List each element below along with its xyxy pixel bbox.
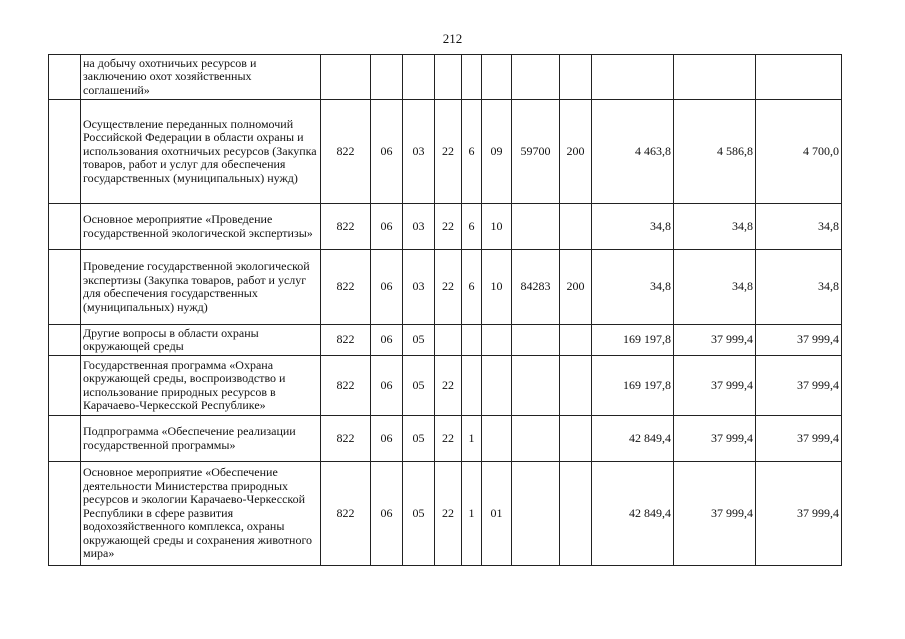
- subsection-code: 03: [403, 100, 435, 204]
- amount-2: 37 999,4: [674, 325, 756, 356]
- expense-type-code: [560, 204, 592, 250]
- amount-2: 4 586,8: [674, 100, 756, 204]
- amount-3: 37 999,4: [756, 356, 842, 416]
- expense-type-code: 200: [560, 100, 592, 204]
- row-name: Основное мероприятие «Обеспечение деятельности Министерства природных ресурсов и экологии Карачаево-Черкесской Республики в сфере развития водохозяйственного комплекса, охраны окружающей среды и сохранения животного мира»: [81, 462, 321, 566]
- amount-1: 34,8: [592, 250, 674, 325]
- ministry-code: 822: [321, 416, 371, 462]
- amount-2: 34,8: [674, 204, 756, 250]
- subprogram-code: 6: [462, 100, 482, 204]
- subsection-code: 03: [403, 204, 435, 250]
- amount-1: 42 849,4: [592, 462, 674, 566]
- subsection-code: 05: [403, 416, 435, 462]
- measure-code: [482, 416, 512, 462]
- direction-code: [512, 356, 560, 416]
- subprogram-code: [462, 55, 482, 100]
- table-row: [49, 204, 842, 250]
- amount-1: 34,8: [592, 204, 674, 250]
- ministry-code: 822: [321, 356, 371, 416]
- blank-cell: [49, 100, 81, 204]
- ministry-code: [321, 55, 371, 100]
- amount-3: 37 999,4: [756, 416, 842, 462]
- table-row: [49, 462, 842, 566]
- row-name: Другие вопросы в области охраны окружающей среды: [81, 325, 321, 356]
- amount-3: 37 999,4: [756, 325, 842, 356]
- measure-code: [482, 55, 512, 100]
- program-code: 22: [435, 250, 462, 325]
- section-code: 06: [371, 250, 403, 325]
- subsection-code: 05: [403, 462, 435, 566]
- direction-code: 59700: [512, 100, 560, 204]
- amount-2: 37 999,4: [674, 462, 756, 566]
- ministry-code: 822: [321, 204, 371, 250]
- amount-3: 37 999,4: [756, 462, 842, 566]
- page-number: 212: [442, 31, 463, 46]
- expense-type-code: [560, 55, 592, 100]
- expense-type-code: 200: [560, 250, 592, 325]
- expense-type-code: [560, 462, 592, 566]
- program-code: [435, 55, 462, 100]
- subsection-code: 03: [403, 250, 435, 325]
- row-name: Государственная программа «Охрана окружающей среды, воспроизводство и использование природных ресурсов в Карачаево-Черкесской Республике»: [81, 356, 321, 416]
- direction-code: [512, 55, 560, 100]
- measure-code: 10: [482, 204, 512, 250]
- row-name: на добычу охотничьих ресурсов и заключению охот хозяйственных соглашений»: [81, 55, 321, 100]
- direction-code: [512, 325, 560, 356]
- section-code: 06: [371, 462, 403, 566]
- amount-2: 37 999,4: [674, 416, 756, 462]
- amount-1: 169 197,8: [592, 325, 674, 356]
- section-code: 06: [371, 416, 403, 462]
- program-code: 22: [435, 356, 462, 416]
- table-row: [49, 250, 842, 325]
- table-row: [49, 55, 842, 100]
- direction-code: 84283: [512, 250, 560, 325]
- ministry-code: 822: [321, 250, 371, 325]
- expense-type-code: [560, 416, 592, 462]
- blank-cell: [49, 250, 81, 325]
- table-row: [49, 325, 842, 356]
- amount-1: 4 463,8: [592, 100, 674, 204]
- section-code: [371, 55, 403, 100]
- ministry-code: 822: [321, 100, 371, 204]
- program-code: [435, 325, 462, 356]
- table-row: [49, 356, 842, 416]
- blank-cell: [49, 462, 81, 566]
- section-code: 06: [371, 325, 403, 356]
- ministry-code: 822: [321, 325, 371, 356]
- section-code: 06: [371, 356, 403, 416]
- subsection-code: 05: [403, 356, 435, 416]
- blank-cell: [49, 204, 81, 250]
- row-name: Осуществление переданных полномочий Российской Федерации в области охраны и использования охотничьих ресурсов (Закупка товаров, работ и услуг для обеспечения государственных (муниципальных) нужд): [81, 100, 321, 204]
- blank-cell: [49, 55, 81, 100]
- expense-type-code: [560, 356, 592, 416]
- program-code: 22: [435, 100, 462, 204]
- row-name: Подпрограмма «Обеспечение реализации государственной программы»: [81, 416, 321, 462]
- program-code: 22: [435, 416, 462, 462]
- program-code: 22: [435, 462, 462, 566]
- ministry-code: 822: [321, 462, 371, 566]
- section-code: 06: [371, 100, 403, 204]
- direction-code: [512, 416, 560, 462]
- amount-3: 34,8: [756, 250, 842, 325]
- subprogram-code: [462, 325, 482, 356]
- amount-1: [592, 55, 674, 100]
- amount-2: 37 999,4: [674, 356, 756, 416]
- blank-cell: [49, 416, 81, 462]
- subsection-code: [403, 55, 435, 100]
- measure-code: 10: [482, 250, 512, 325]
- amount-1: 42 849,4: [592, 416, 674, 462]
- amount-3: [756, 55, 842, 100]
- subsection-code: 05: [403, 325, 435, 356]
- subprogram-code: 6: [462, 250, 482, 325]
- amount-1: 169 197,8: [592, 356, 674, 416]
- row-name: Проведение государственной экологической экспертизы (Закупка товаров, работ и услуг для обеспечения государственных (муниципальных) нужд): [81, 250, 321, 325]
- section-code: 06: [371, 204, 403, 250]
- blank-cell: [49, 356, 81, 416]
- subprogram-code: [462, 356, 482, 416]
- blank-cell: [49, 325, 81, 356]
- direction-code: [512, 204, 560, 250]
- program-code: 22: [435, 204, 462, 250]
- amount-3: 34,8: [756, 204, 842, 250]
- measure-code: 09: [482, 100, 512, 204]
- expense-type-code: [560, 325, 592, 356]
- amount-2: 34,8: [674, 250, 756, 325]
- subprogram-code: 1: [462, 416, 482, 462]
- measure-code: [482, 356, 512, 416]
- measure-code: 01: [482, 462, 512, 566]
- subprogram-code: 1: [462, 462, 482, 566]
- direction-code: [512, 462, 560, 566]
- subprogram-code: 6: [462, 204, 482, 250]
- table-row: [49, 100, 842, 204]
- table-row: [49, 416, 842, 462]
- amount-2: [674, 55, 756, 100]
- amount-3: 4 700,0: [756, 100, 842, 204]
- budget-table: [48, 54, 842, 566]
- row-name: Основное мероприятие «Проведение государственной экологической экспертизы»: [81, 204, 321, 250]
- measure-code: [482, 325, 512, 356]
